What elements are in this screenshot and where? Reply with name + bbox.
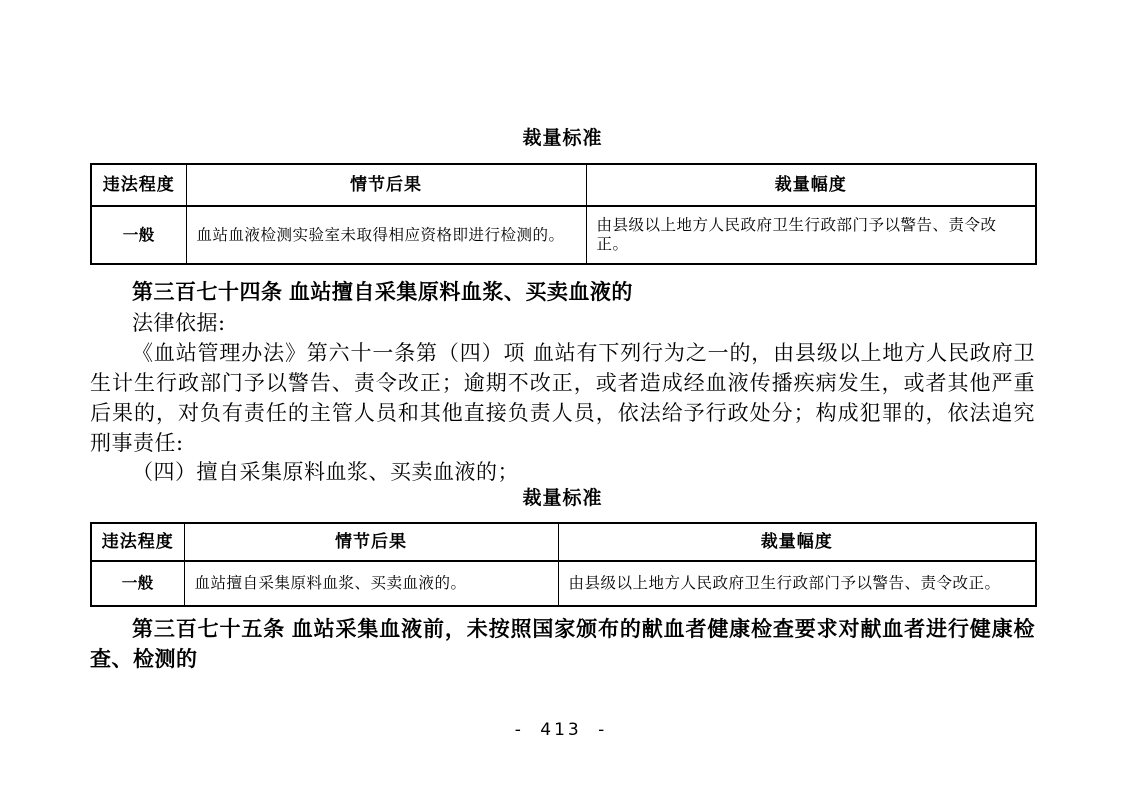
column-header-violation-degree: 违法程度 — [91, 523, 184, 561]
column-header-circumstance: 情节后果 — [186, 164, 586, 206]
article-375-heading: 第三百七十五条 血站采集血液前，未按照国家颁布的献血者健康检查要求对献血者进行健康检查、检测的 — [90, 618, 1035, 671]
column-header-discretion-range: 裁量幅度 — [586, 164, 1036, 206]
column-header-circumstance: 情节后果 — [184, 523, 558, 561]
page-number: - 413 - — [514, 720, 608, 740]
table-title-discretion-standard-2: 裁量标准 — [522, 488, 603, 509]
table-row — [91, 561, 1036, 606]
violation-level-cell: 一般 — [91, 206, 186, 264]
circumstance-cell: 血站擅自采集原料血浆、买卖血液的。 — [184, 561, 558, 606]
discretion-range-cell: 由县级以上地方人民政府卫生行政部门予以警告、责令改正。 — [586, 206, 1036, 264]
circumstance-cell: 血站血液检测实验室未取得相应资格即进行检测的。 — [186, 206, 586, 264]
legal-basis-label: 法律依据: — [132, 311, 226, 335]
column-header-discretion-range: 裁量幅度 — [558, 523, 1036, 561]
discretion-table-1 — [90, 163, 1037, 265]
item-clause-4: （四）擅自采集原料血浆、买卖血液的； — [132, 460, 519, 484]
document-content — [90, 0, 1035, 675]
violation-level-cell: 一般 — [91, 561, 184, 606]
table-title-discretion-standard-1: 裁量标准 — [522, 128, 603, 149]
table-row — [91, 206, 1036, 264]
discretion-range-cell: 由县级以上地方人民政府卫生行政部门予以警告、责令改正。 — [558, 561, 1036, 606]
table-header-row — [91, 523, 1036, 561]
column-header-violation-degree: 违法程度 — [91, 164, 186, 206]
article-374-heading: 第三百七十四条 血站擅自采集原料血浆、买卖血液的 — [132, 281, 633, 304]
discretion-table-2 — [90, 522, 1037, 607]
legal-basis-text: 《血站管理办法》第六十一条第（四）项 血站有下列行为之一的，由县级以上地方人民政府卫生计生行政部门予以警告、责令改正；逾期不改正，或者造成经血液传播疾病发生，或者其他严重后果的，对负有责任的主管人员和其他直接负责人员，依法给予行政处分；构成犯罪的，依法追究刑事责任: — [90, 341, 1035, 455]
table-header-row — [91, 164, 1036, 206]
